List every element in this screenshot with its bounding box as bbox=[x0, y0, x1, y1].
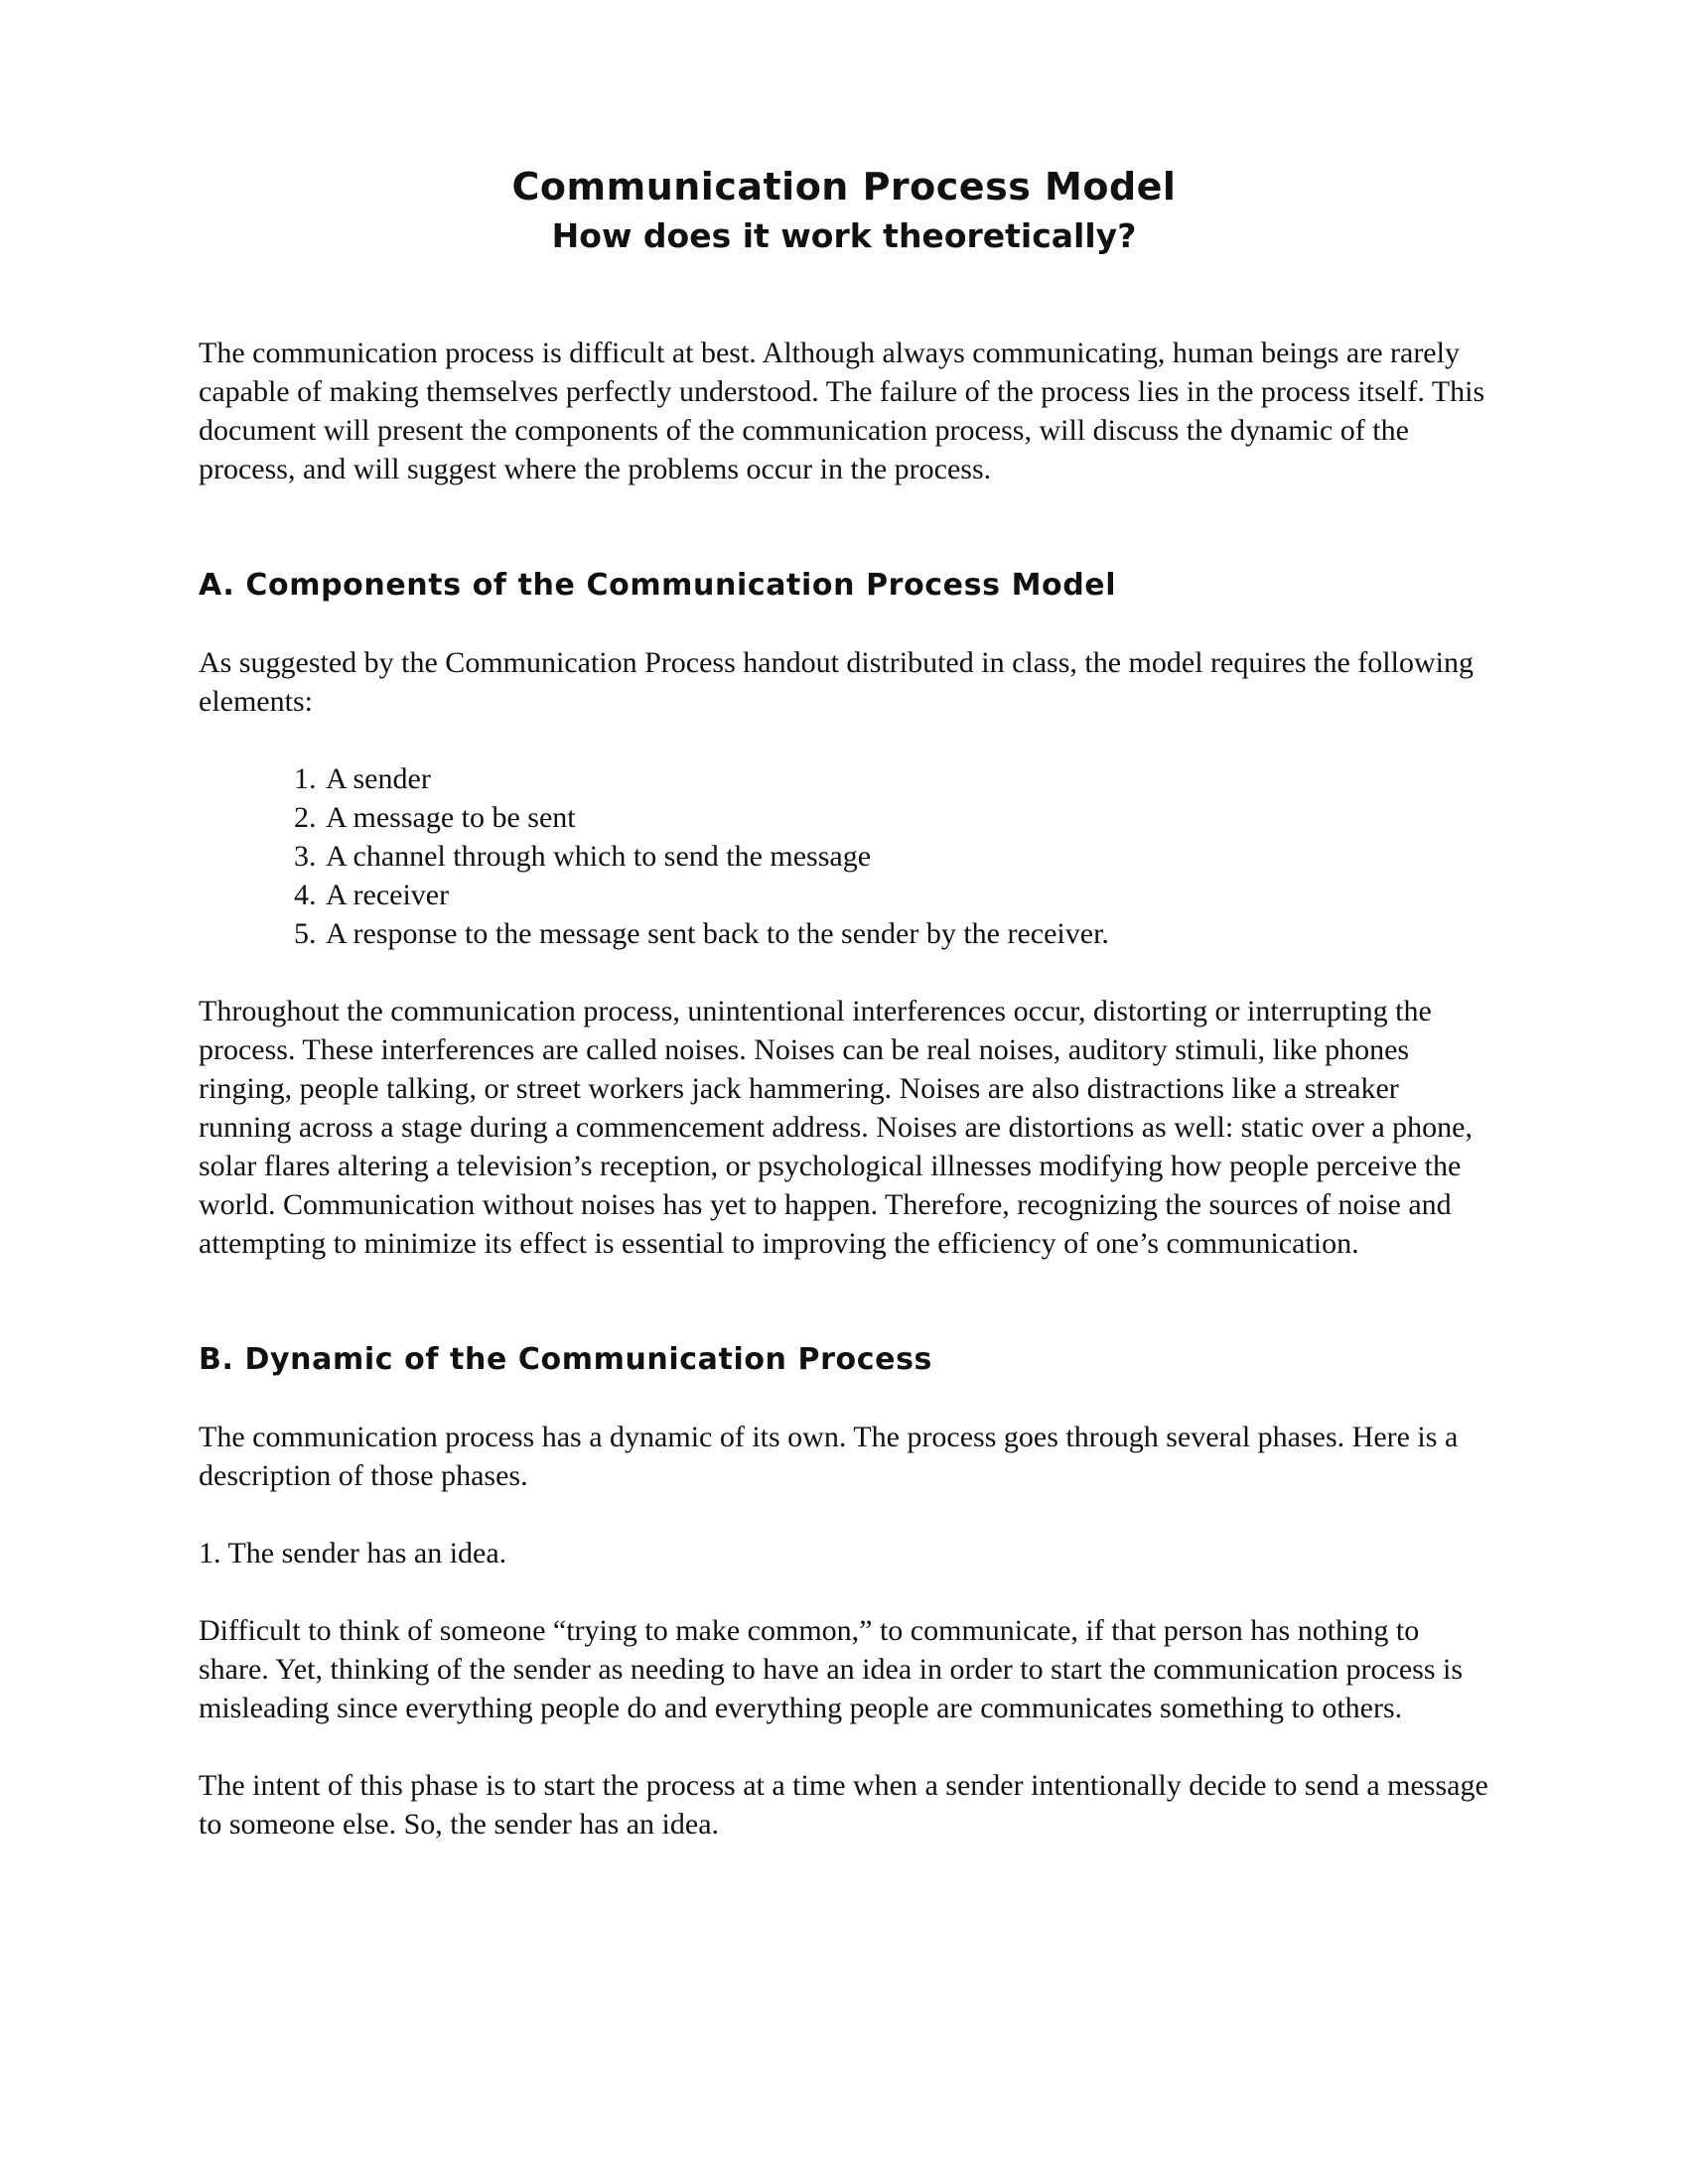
section-b-heading: B. Dynamic of the Communication Process bbox=[199, 1342, 932, 1377]
document-subtitle: How does it work theoretically? bbox=[551, 216, 1137, 255]
list-item-text: A receiver bbox=[326, 879, 450, 911]
list-item bbox=[294, 837, 1489, 876]
list-item bbox=[294, 798, 1489, 837]
phase-1-title: 1. The sender has an idea. bbox=[199, 1537, 507, 1570]
list-item-text: A sender bbox=[326, 762, 431, 795]
section-b-lead: The communication process has a dynamic of its own. The process goes through several phases. Here is a description of those phases. bbox=[199, 1421, 1459, 1492]
list-item-text: A response to the message sent back to the sender by the receiver. bbox=[326, 917, 1109, 950]
list-item bbox=[294, 759, 1489, 798]
document-title: Communication Process Model bbox=[511, 165, 1177, 208]
components-list bbox=[199, 759, 1489, 953]
list-item-number: 3. bbox=[294, 840, 317, 873]
document-body bbox=[199, 334, 1489, 1843]
list-item-number: 5. bbox=[294, 917, 317, 950]
phase-1-paragraph-1: Difficult to think of someone “trying to make common,” to communicate, if that person has nothing to share. Yet, thinking of the sender as needing to have an idea in order to start the communication process is misleading since everything people do and everything people are communicates something to others. bbox=[199, 1614, 1464, 1724]
list-item bbox=[294, 914, 1489, 953]
phase-1-paragraph-2: The intent of this phase is to start the process at a time when a sender intentionally decide to send a message to someone else. So, the sender has an idea. bbox=[199, 1769, 1488, 1841]
list-item-number: 2. bbox=[294, 801, 317, 834]
section-a-heading: A. Components of the Communication Process Model bbox=[199, 568, 1117, 603]
noise-paragraph: Throughout the communication process, unintentional interferences occur, distorting or interrupting the process. These interferences are called noises. Noises can be real noises, auditory stimuli, like phones ringing, people talking, or street workers jack hammering. Noises are also distractions like a streaker running across a stage during a commencement address. Noises are distortions as well: static over a phone, solar flares altering a television’s reception, or psychological illnesses modifying how people perceive the world. Communication without noises has yet to happen. Therefore, recognizing the sources of noise and attempting to minimize its effect is essential to improving the efficiency of one’s communication. bbox=[199, 995, 1473, 1260]
list-item bbox=[294, 876, 1489, 914]
list-item-text: A channel through which to send the message bbox=[326, 840, 872, 873]
intro-paragraph: The communication process is difficult at best. Although always communicating, human beings are rarely capable of making themselves perfectly understood. The failure of the process lies in the process itself. This document will present the components of the communication process, will discuss the dynamic of the process, and will suggest where the problems occur in the process. bbox=[199, 337, 1485, 485]
list-item-number: 1. bbox=[294, 762, 317, 795]
title-block bbox=[0, 162, 1688, 261]
section-a-lead: As suggested by the Communication Process handout distributed in class, the model requires the following elements: bbox=[199, 646, 1474, 718]
list-item-number: 4. bbox=[294, 879, 317, 911]
list-item-text: A message to be sent bbox=[326, 801, 576, 834]
